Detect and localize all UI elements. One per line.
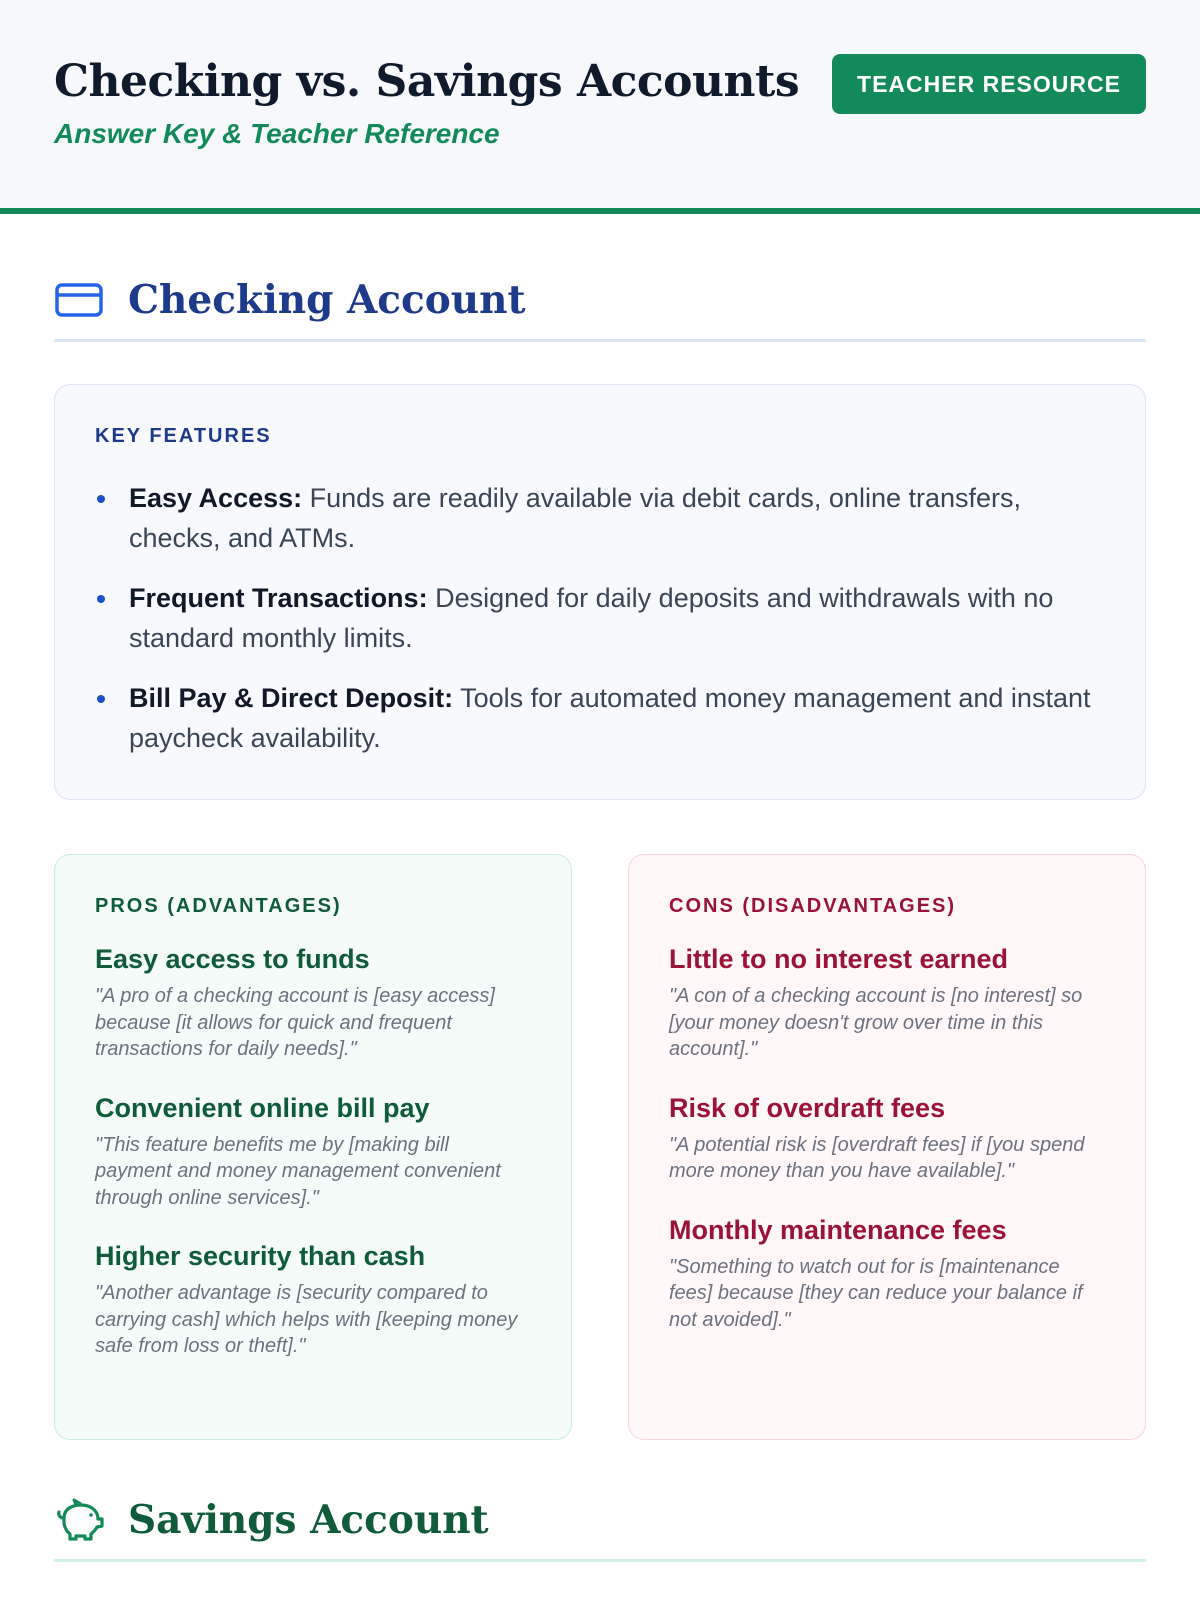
pro-item bbox=[95, 944, 531, 1063]
con-title: Monthly maintenance fees bbox=[669, 1214, 1007, 1245]
feature-term: Bill Pay & Direct Deposit: bbox=[129, 683, 454, 713]
con-item bbox=[669, 1215, 1105, 1334]
page-subtitle: Answer Key & Teacher Reference bbox=[54, 118, 500, 149]
cons-card bbox=[628, 854, 1146, 1440]
credit-card-icon bbox=[54, 278, 106, 322]
con-quote: "A con of a checking account is [no interest] so [your money doesn't grow over time in this account]." bbox=[669, 985, 1083, 1060]
key-features-label: KEY FEATURES bbox=[95, 425, 272, 447]
con-item bbox=[669, 944, 1105, 1063]
savings-section-title: Savings Account bbox=[128, 1497, 489, 1543]
checking-section-title: Checking Account bbox=[128, 277, 526, 323]
page-header bbox=[0, 0, 1200, 214]
con-title: Little to no interest earned bbox=[669, 944, 1009, 974]
bullet-icon bbox=[97, 495, 105, 503]
pro-item bbox=[95, 1093, 531, 1212]
feature-item bbox=[95, 578, 1105, 658]
savings-divider bbox=[54, 1559, 1146, 1562]
con-title: Risk of overdraft fees bbox=[669, 1092, 946, 1123]
feature-text: Tools for automated money management and instant paycheck availability. bbox=[129, 683, 1091, 753]
feature-item bbox=[95, 678, 1105, 758]
pro-title: Easy access to funds bbox=[95, 944, 370, 974]
feature-text: Designed for daily deposits and withdrawals with no standard monthly limits. bbox=[129, 583, 1054, 653]
bullet-icon bbox=[97, 695, 105, 703]
checking-section-header bbox=[54, 265, 1146, 335]
cons-label: CONS (DISADVANTAGES) bbox=[669, 895, 957, 917]
feature-term: Frequent Transactions: bbox=[129, 583, 428, 613]
pro-title: Convenient online bill pay bbox=[95, 1092, 430, 1123]
key-features-list bbox=[95, 478, 1105, 758]
piggy-bank-icon bbox=[54, 1498, 106, 1542]
con-quote: "A potential risk is [overdraft fees] if [you spend more money than you have available]." bbox=[669, 1133, 1085, 1182]
checking-divider bbox=[54, 339, 1146, 342]
pros-label: PROS (ADVANTAGES) bbox=[95, 895, 342, 917]
key-features-box bbox=[54, 384, 1146, 800]
feature-item bbox=[95, 478, 1105, 558]
pro-quote: "A pro of a checking account is [easy access] because [it allows for quick and frequent transactions for daily needs]." bbox=[95, 985, 495, 1060]
teacher-resource-badge: TEACHER RESOURCE bbox=[832, 54, 1146, 114]
pro-item bbox=[95, 1241, 531, 1360]
pros-card bbox=[54, 854, 572, 1440]
feature-text: Funds are readily available via debit cards, online transfers, checks, and ATMs. bbox=[129, 483, 1022, 553]
con-item bbox=[669, 1093, 1105, 1185]
con-quote: "Something to watch out for is [maintenance fees] because [they can reduce your balance if not avoided]." bbox=[669, 1255, 1083, 1331]
page-title: Checking vs. Savings Accounts bbox=[54, 56, 800, 107]
feature-term: Easy Access: bbox=[129, 483, 303, 513]
bullet-icon bbox=[97, 595, 105, 603]
pro-quote: "Another advantage is [security compared to carrying cash] which helps with [keeping money safe from loss or theft]." bbox=[95, 1282, 518, 1357]
savings-section-header bbox=[54, 1485, 1146, 1555]
pro-quote: "This feature benefits me by [making bill payment and money management convenient through online services]." bbox=[95, 1133, 501, 1209]
pro-title: Higher security than cash bbox=[95, 1241, 426, 1271]
